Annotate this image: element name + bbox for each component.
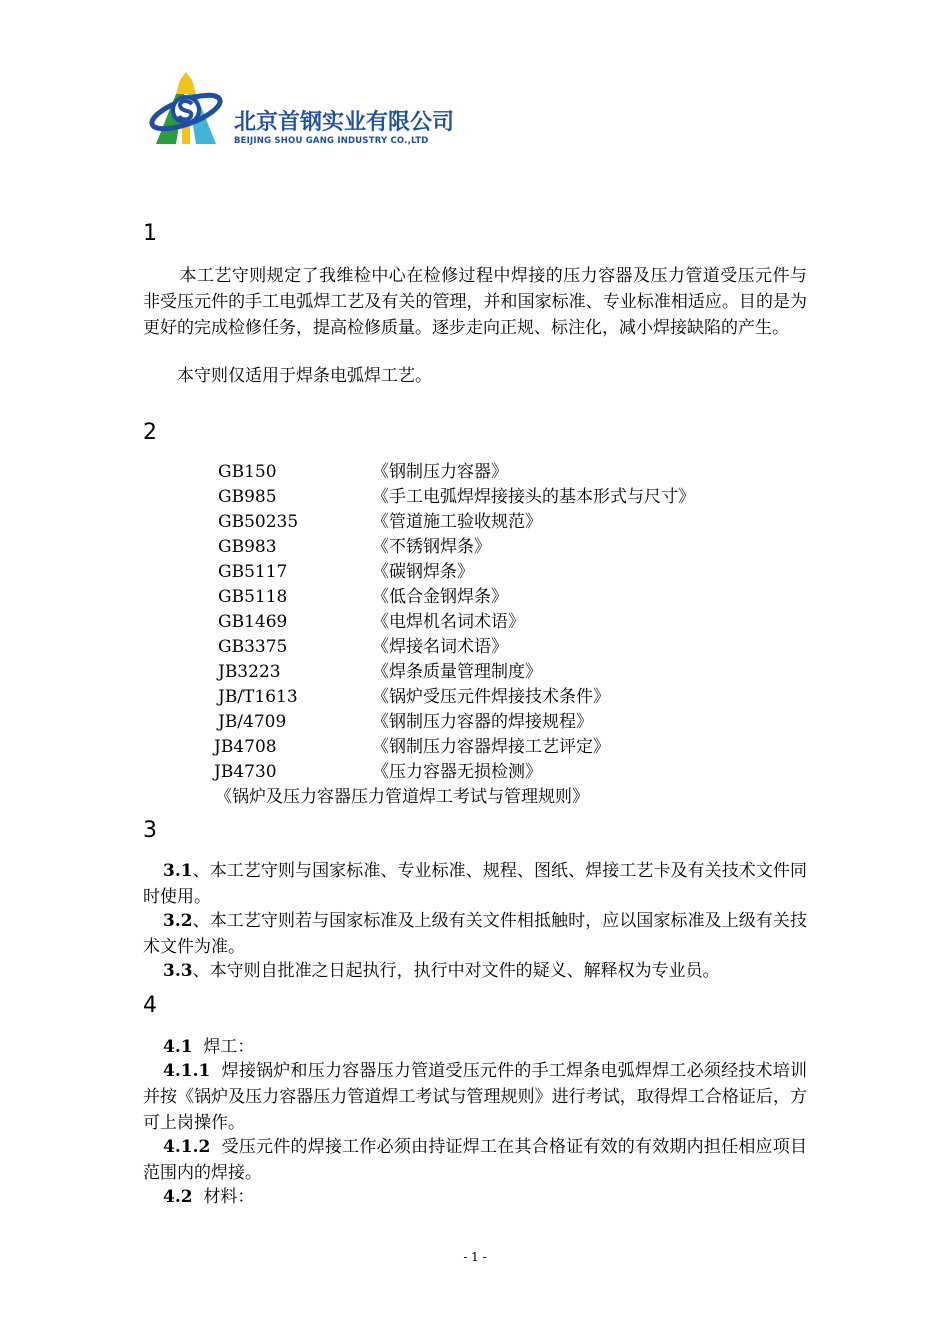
reference-title: 《手工电弧焊焊接接头的基本形式与尺寸》	[372, 487, 695, 507]
section-4-number: 4	[143, 993, 157, 1018]
section-1-paragraph-1	[143, 263, 807, 341]
reference-code: GB983	[218, 537, 277, 557]
section-3-item	[143, 908, 807, 960]
reference-title: 《焊条质量管理制度》	[372, 662, 542, 682]
reference-code: JB/T1613	[218, 687, 298, 707]
reference-title: 《锅炉受压元件焊接技术条件》	[372, 687, 610, 707]
reference-code: GB50235	[218, 512, 299, 532]
reference-title: 《管道施工验收规范》	[372, 512, 542, 532]
reference-title: 《压力容器无损检测》	[372, 762, 542, 782]
item-number: 3.3	[163, 961, 193, 981]
reference-code: GB985	[218, 487, 277, 507]
page-number: - 1 -	[463, 1250, 487, 1264]
section-1-paragraph-1-text: 本工艺守则规定了我维检中心在检修过程中焊接的压力容器及压力管道受压元件与非受压元件的手工电弧焊工艺及有关的管理，并和国家标准、专业标准相适应。目的是为更好的完成检修任务，提高检修质量。逐步走向正规、标注化，减小焊接缺陷的产生。	[143, 266, 807, 338]
item-text: 、本工艺守则若与国家标准及上级有关文件相抵触时，应以国家标准及上级有关技术文件为准。	[143, 911, 807, 957]
item-number: 4.1	[163, 1037, 193, 1057]
item-number: 4.1.1	[163, 1061, 211, 1081]
reference-title: 《锅炉及压力容器压力管道焊工考试与管理规则》	[215, 787, 589, 807]
section-4-item	[143, 1034, 807, 1060]
item-text: 、本工艺守则与国家标准、专业标准、规程、图纸、焊接工艺卡及有关技术文件同时使用。	[143, 861, 807, 907]
reference-title: 《钢制压力容器》	[372, 462, 508, 482]
section-4-item	[143, 1058, 807, 1136]
reference-code: JB/4709	[218, 712, 287, 732]
item-number: 4.2	[163, 1187, 193, 1207]
reference-code: GB3375	[218, 637, 288, 657]
reference-code: GB5117	[218, 562, 288, 582]
reference-code: GB150	[218, 462, 277, 482]
section-1-paragraph-2-text: 本守则仅适用于焊条电弧焊工艺。	[177, 366, 432, 386]
section-3-item	[143, 858, 807, 910]
reference-code: JB4730	[214, 762, 277, 782]
item-text: 材料：	[203, 1187, 255, 1207]
reference-code: GB5118	[218, 587, 288, 607]
section-1-number: 1	[143, 221, 157, 246]
company-emblem-icon	[146, 72, 226, 152]
item-text: 、本守则自批准之日起执行，执行中对文件的疑义、解释权为专业员。	[192, 961, 720, 981]
company-name-cn: 北京首钢实业有限公司	[234, 110, 455, 135]
reference-title: 《碳钢焊条》	[372, 562, 474, 582]
item-text: 受压元件的焊接工作必须由持证焊工在其合格证有效的有效期内担任相应项目范围内的焊接。	[143, 1137, 808, 1183]
reference-title: 《钢制压力容器的焊接规程》	[372, 712, 593, 732]
item-number: 3.2	[163, 911, 193, 931]
reference-title: 《不锈钢焊条》	[372, 537, 491, 557]
section-4-item	[143, 1184, 807, 1210]
reference-title: 《钢制压力容器焊接工艺评定》	[372, 737, 610, 757]
section-3-item	[143, 958, 807, 984]
item-text: 焊工：	[203, 1037, 255, 1057]
section-3-number: 3	[143, 818, 157, 843]
reference-title: 《焊接名词术语》	[372, 637, 508, 657]
item-text: 焊接锅炉和压力容器压力管道受压元件的手工焊条电弧焊焊工必须经技术培训并按《锅炉及压力容器压力管道焊工考试与管理规则》进行考试，取得焊工合格证后，方可上岗操作。	[143, 1061, 808, 1133]
section-2-number: 2	[143, 420, 157, 445]
reference-title: 《低合金钢焊条》	[372, 587, 508, 607]
reference-code: GB1469	[218, 612, 288, 632]
section-4-item	[143, 1134, 807, 1186]
reference-code: JB4708	[214, 737, 277, 757]
item-number: 3.1	[163, 861, 193, 881]
company-logo	[146, 72, 486, 152]
item-number: 4.1.2	[163, 1137, 211, 1157]
reference-code: JB3223	[218, 662, 281, 682]
company-name-en: BEIJING SHOU GANG INDUSTRY CO.,LTD	[234, 136, 429, 146]
reference-title: 《电焊机名词术语》	[372, 612, 525, 632]
section-1-paragraph-2	[143, 363, 807, 389]
